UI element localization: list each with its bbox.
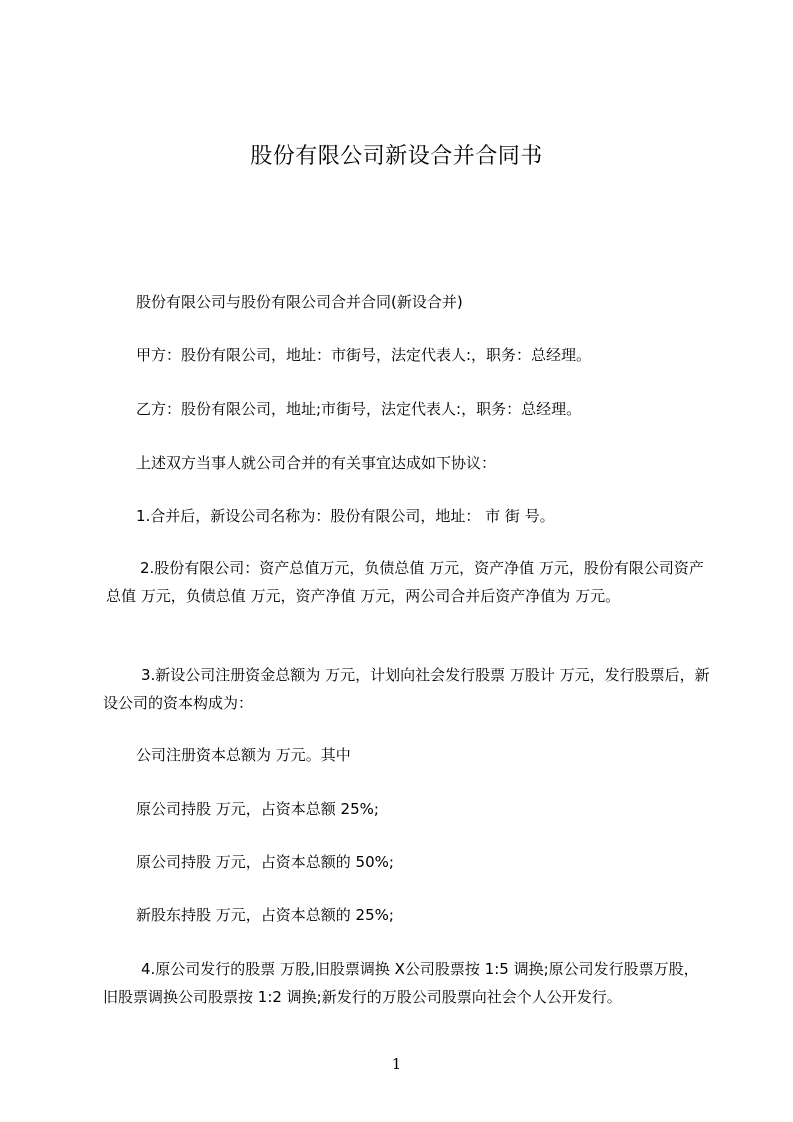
paragraph-party-a: 甲方：股份有限公司，地址：市街号，法定代表人:，职务：总经理。 xyxy=(136,346,592,364)
paragraph-registered-capital: 公司注册资本总额为 万元。其中 xyxy=(136,746,351,764)
paragraph-clause-2: 2.股份有限公司：资产总值万元，负债总值 万元，资产净值 万元，股份有限公司资产总值 万元，负债总值 万元，资产净值 万元，两公司合并后资产净值为 万元。 xyxy=(106,559,704,605)
page-number: 1 xyxy=(391,1055,402,1073)
paragraph-heading: 股份有限公司与股份有限公司合并合同(新设合并) xyxy=(136,293,463,311)
paragraph-party-b: 乙方：股份有限公司，地址;市街号，法定代表人:，职务：总经理。 xyxy=(136,400,582,418)
document-title: 股份有限公司新设合并合同书 xyxy=(250,144,543,169)
paragraph-clause-3: 3.新设公司注册资金总额为 万元，计划向社会发行股票 万股计 万元，发行股票后，新设公司的资本构成为： xyxy=(103,666,710,712)
paragraph-shareholding-2: 原公司持股 万元，占资本总额的 50%; xyxy=(136,853,394,871)
paragraph-shareholding-3: 新股东持股 万元，占资本总额的 25%; xyxy=(136,906,394,924)
paragraph-clause-1: 1.合并后，新设公司名称为：股份有限公司，地址： 市 街 号。 xyxy=(136,507,555,525)
paragraph-shareholding-1: 原公司持股 万元，占资本总额 25%; xyxy=(136,800,379,818)
paragraph-clause-4: 4.原公司发行的股票 万股,旧股票调换 X公司股票按 1:5 调换;原公司发行股票万股，旧股票调换公司股票按 1:2 调换;新发行的万股公司股票向社会个人公开发行。 xyxy=(103,960,699,1006)
paragraph-agreement-intro: 上述双方当事人就公司合并的有关事宜达成如下协议： xyxy=(136,454,497,472)
